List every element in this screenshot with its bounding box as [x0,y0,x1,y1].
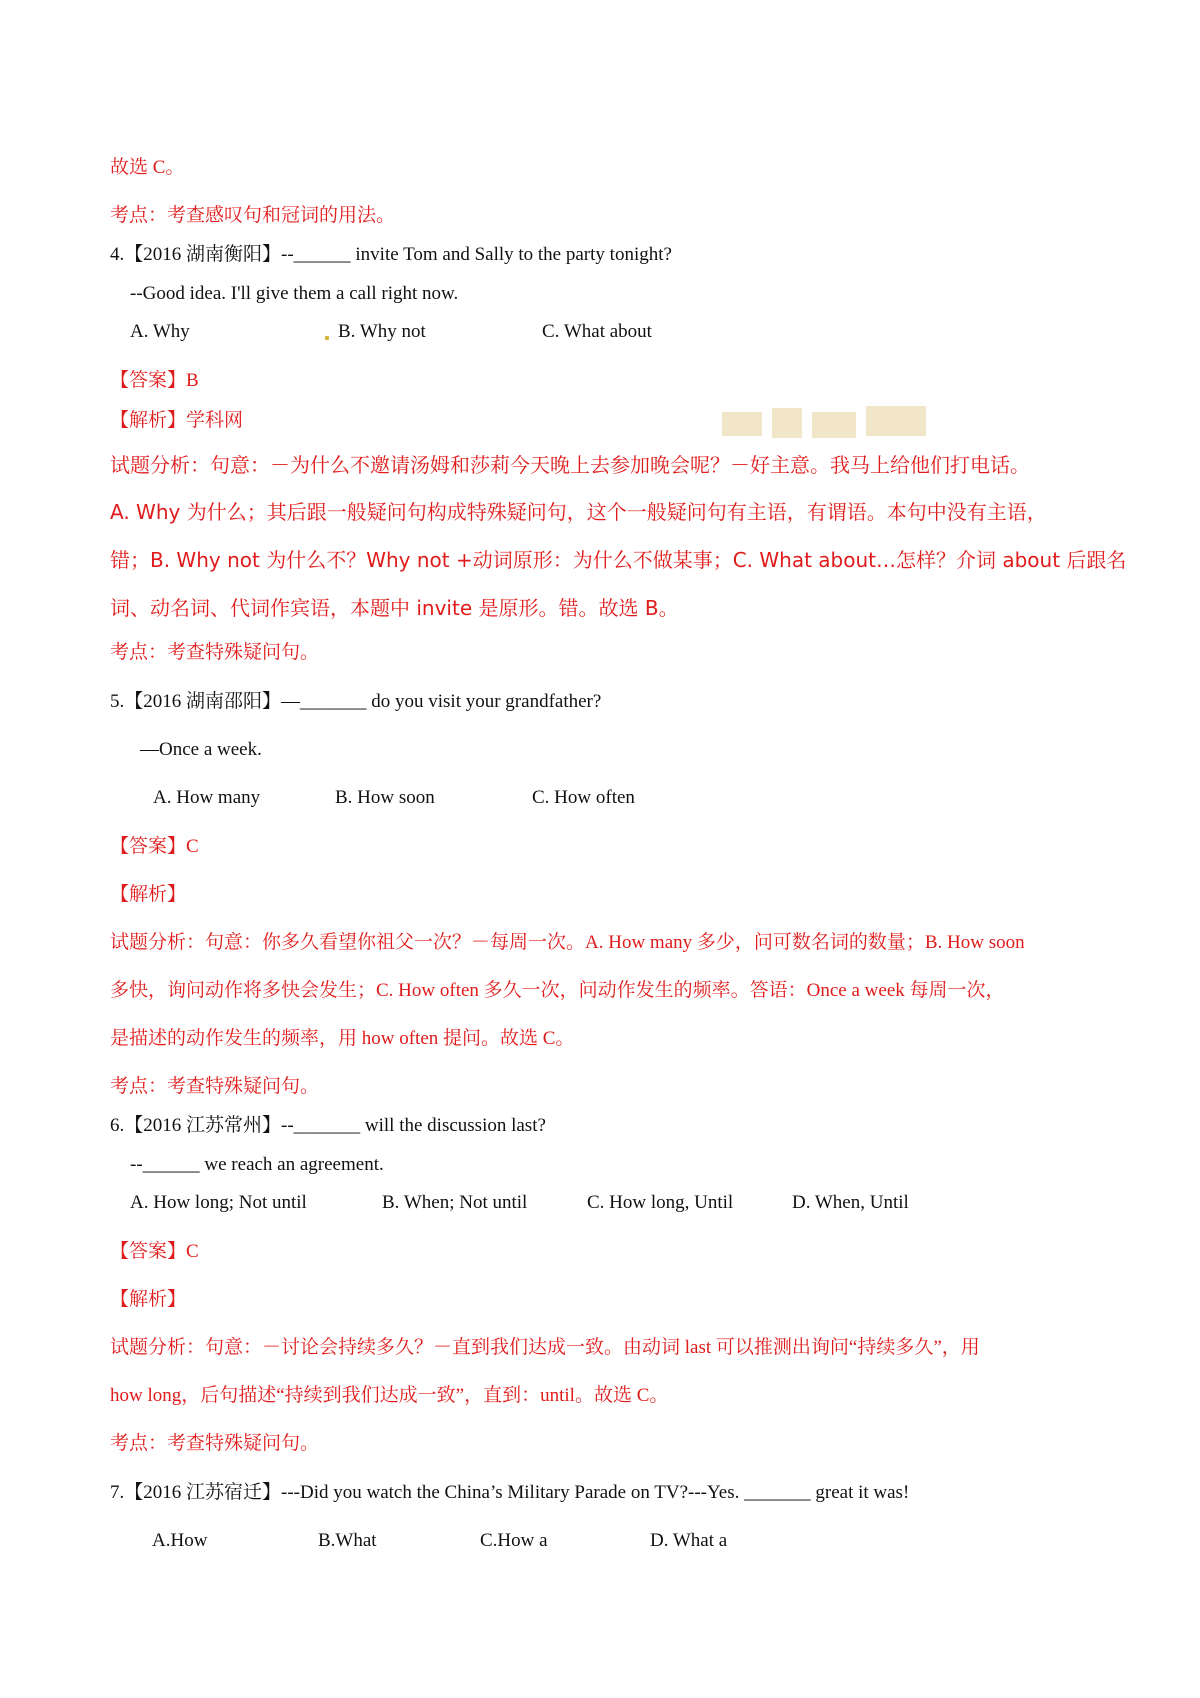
q5-option-a: A. How many [153,787,261,808]
q5-option-c: C. How often [532,787,635,808]
q6-stem: 6.【2016 江苏常州】--_______ will the discussion last? [110,1115,546,1136]
q5-point: 考点：考查特殊疑问句。 [110,1076,320,1097]
q6-point: 考点：考查特殊疑问句。 [110,1433,320,1454]
q4-option-c: C. What about [542,321,652,342]
q6-option-d: D. When, Until [792,1192,909,1213]
q5-stem: 5.【2016 湖南邵阳】—_______ do you visit your grandfather? [110,691,602,712]
q5-analysis-label: 【解析】 [110,884,187,905]
q6-option-b: B. When; Not until [382,1192,528,1213]
q6-answer: 【答案】C [110,1241,199,1262]
q7-stem: 7.【2016 江苏宿迁】---Did you watch the China’s Military Parade on TV?---Yes. _______ great it was! [110,1482,910,1503]
q4-reply: --Good idea. I'll give them a call right now. [130,283,459,304]
q7-option-d: D. What a [650,1530,728,1551]
q4-point: 考点：考查特殊疑问句。 [110,642,320,663]
watermark-logo [720,404,930,444]
q5-option-b: B. How soon [335,787,435,808]
q7-option-b: B.What [318,1530,377,1551]
q4-option-a: A. Why [130,321,190,342]
q7-option-a: A.How [152,1530,208,1551]
q6-option-a: A. How long; Not until [130,1192,307,1213]
stray-mark [325,336,329,340]
q6-analysis-line-1: 试题分析：句意：－讨论会持续多久？－直到我们达成一致。由动词 last 可以推测出询问“持续多久”，用 [110,1337,980,1358]
q4-answer: 【答案】B [110,370,199,391]
prev-answer-line: 故选 C。 [110,157,185,178]
q4-option-b: B. Why not [338,321,426,342]
q5-reply: —Once a week. [140,739,262,760]
q4-stem: 4.【2016 湖南衡阳】--______ invite Tom and Sally to the party tonight? [110,244,672,265]
prev-point: 考点：考查感叹句和冠词的用法。 [110,205,396,226]
q5-analysis-line-3: 是描述的动作发生的频率，用 how often 提问。故选 C。 [110,1028,575,1049]
q4-analysis-line-2: A. Why 为什么；其后跟一般疑问句构成特殊疑问句，这个一般疑问句有主语，有谓语。本句中没有主语， [110,500,1047,524]
q6-analysis-label: 【解析】 [110,1289,187,1310]
q6-option-c: C. How long, Until [587,1192,734,1213]
q7-option-c: C.How a [480,1530,548,1551]
q5-analysis-line-1: 试题分析：句意：你多久看望你祖父一次？－每周一次。A. How many 多少，问可数名词的数量；B. How soon [110,932,1025,953]
q5-analysis-line-2: 多快，询问动作将多快会发生；C. How often 多久一次，问动作发生的频率。答语：Once a week 每周一次， [110,980,1005,1001]
q4-analysis-label: 【解析】学科网 [110,410,244,431]
q6-analysis-line-2: how long，后句描述“持续到我们达成一致”，直到：until。故选 C。 [110,1385,669,1406]
q4-analysis-line-3: 错；B. Why not 为什么不？Why not +动词原形：为什么不做某事；C. What about…怎样？介词 about 后跟名 [110,548,1127,572]
q4-analysis-line-4: 词、动名词、代词作宾语，本题中 invite 是原形。错。故选 B。 [110,596,679,620]
q5-answer: 【答案】C [110,836,199,857]
q6-reply: --______ we reach an agreement. [130,1154,384,1175]
q4-analysis-line-1: 试题分析：句意：－为什么不邀请汤姆和莎莉今天晚上去参加晚会呢？－好主意。我马上给他们打电话。 [110,453,1030,477]
